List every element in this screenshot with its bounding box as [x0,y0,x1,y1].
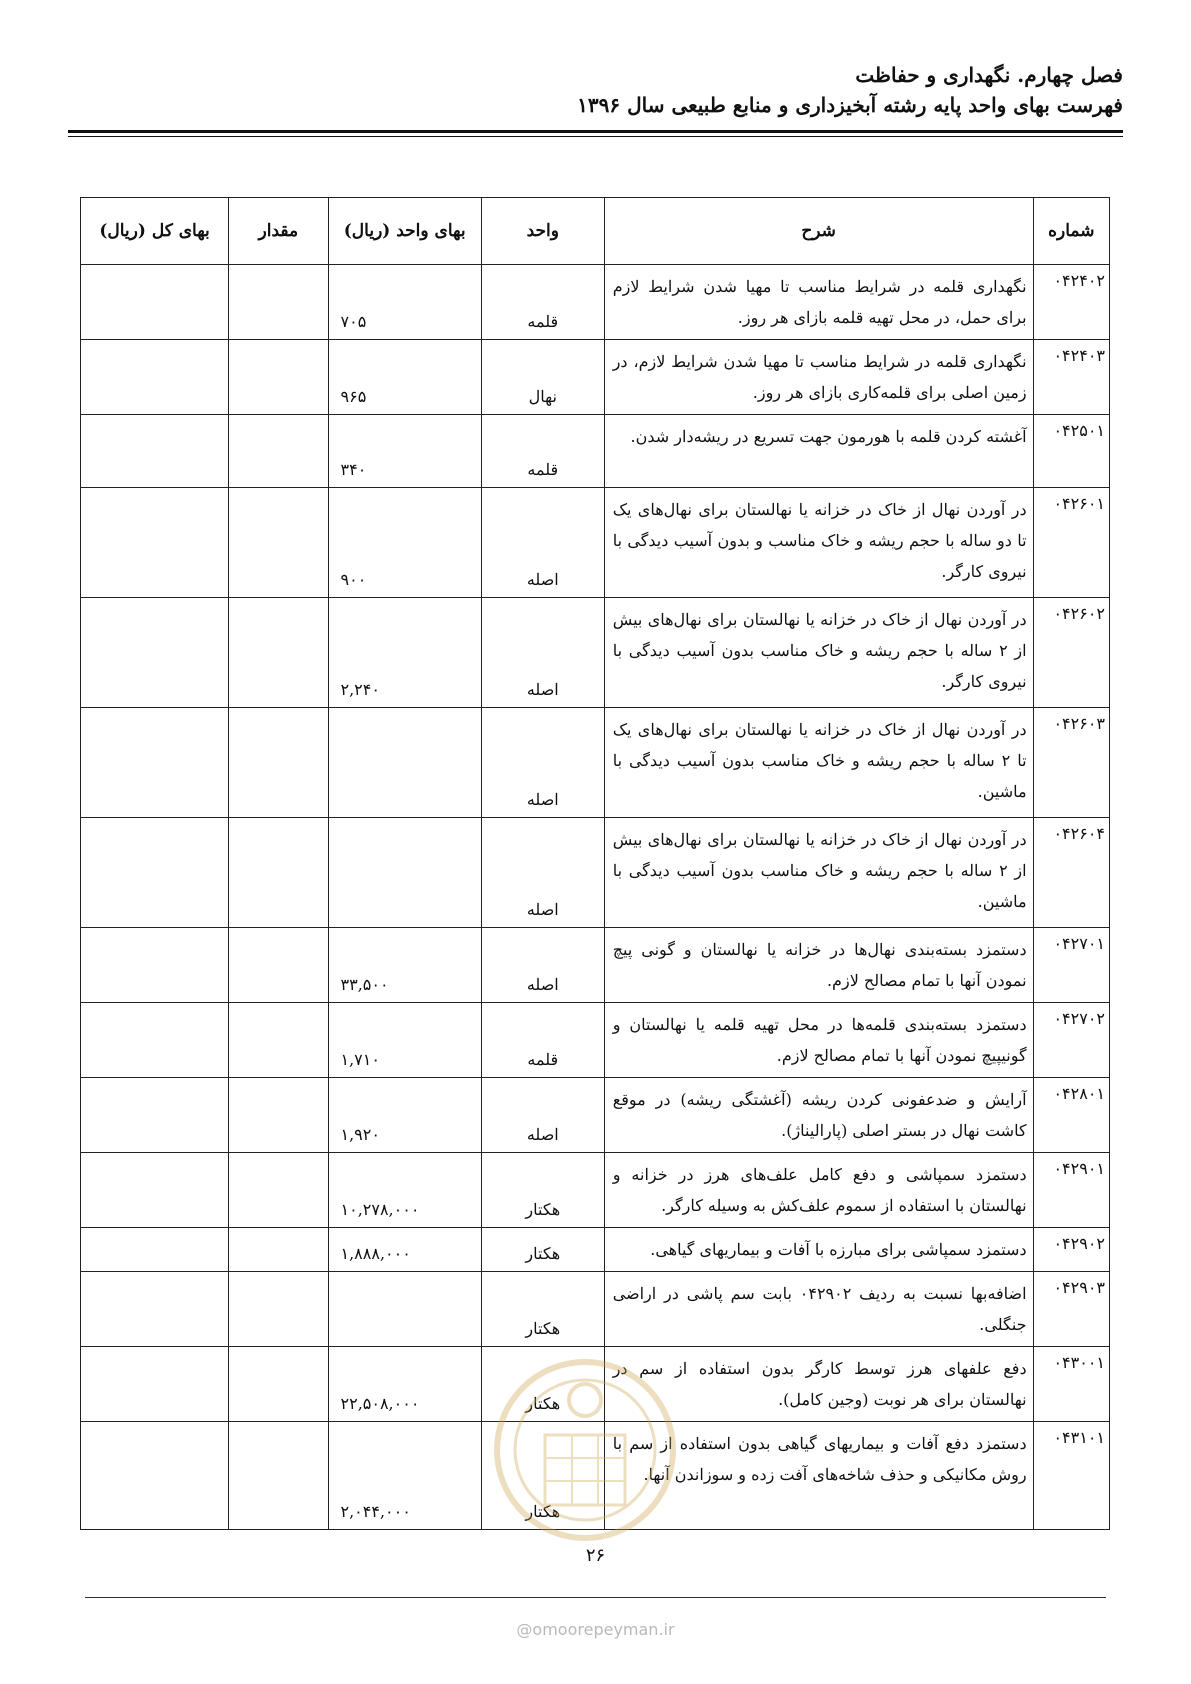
item-unit: هکتار [481,1272,604,1347]
item-unit: قلمه [481,1003,604,1078]
item-description: دستمزد سمپاشی برای مبارزه با آفات و بیماریهای گیاهی. [604,1228,1033,1272]
item-total [81,1228,229,1272]
item-quantity [229,1347,328,1422]
item-unit-price [328,708,481,818]
item-unit: هکتار [481,1228,604,1272]
item-quantity [229,415,328,488]
item-description: اضافه‌بها نسبت به ردیف ۰۴۲۹۰۲ بابت سم پاشی در اراضی جنگلی. [604,1272,1033,1347]
item-unit-price: ۳۴۰ [328,415,481,488]
page-header [68,60,1123,120]
item-unit: نهال [481,340,604,415]
item-description: دستمزد بسته‌بندی نهال‌ها در خزانه یا نهالستان و گونی پیچ نمودن آنها با تمام مصالح لازم. [604,928,1033,1003]
item-unit: قلمه [481,415,604,488]
item-quantity [229,1422,328,1530]
item-number: ۰۴۲۹۰۲ [1033,1228,1109,1272]
item-quantity [229,598,328,708]
table-row [81,1272,1110,1347]
item-total [81,598,229,708]
item-description: دستمزد دفع آفات و بیماریهای گیاهی بدون استفاده از سم با روش مکانیکی و حذف شاخه‌های آفت زده و سوزاندن آنها. [604,1422,1033,1530]
item-unit-price [328,1272,481,1347]
item-number: ۰۴۲۷۰۱ [1033,928,1109,1003]
item-quantity [229,265,328,340]
item-total [81,265,229,340]
item-number: ۰۴۲۶۰۱ [1033,488,1109,598]
table-row [81,415,1110,488]
item-unit-price: ۹۰۰ [328,488,481,598]
item-quantity [229,1153,328,1228]
item-total [81,415,229,488]
item-unit: اصله [481,598,604,708]
item-quantity [229,340,328,415]
item-number: ۰۴۲۴۰۲ [1033,265,1109,340]
item-unit: اصله [481,1078,604,1153]
item-total [81,488,229,598]
item-unit-price: ۳۳,۵۰۰ [328,928,481,1003]
item-description: در آوردن نهال از خاک در خزانه یا نهالستان برای نهال‌های یک تا ۲ ساله با حجم ریشه و خاک مناسب بدون آسیب دیدگی با ماشین. [604,708,1033,818]
site-watermark: @omoorepeyman.ir [516,1620,675,1639]
col-header-total-price: بهای کل (ریال) [81,198,229,265]
table-row [81,1003,1110,1078]
item-description: آرایش و ضدعفونی کردن ریشه (آغشتگی ریشه) در موقع کاشت نهال در بستر اصلی (پارالیناژ). [604,1078,1033,1153]
item-description: دفع علفهای هرز توسط کارگر بدون استفاده از سم در نهالستان برای هر نوبت (وجین کامل). [604,1347,1033,1422]
col-header-unit-price: بهای واحد (ریال) [328,198,481,265]
item-unit: هکتار [481,1422,604,1530]
table-row [81,708,1110,818]
header-rule-thick [68,130,1123,133]
table-row [81,1347,1110,1422]
item-unit: اصله [481,928,604,1003]
item-unit-price: ۱,۹۲۰ [328,1078,481,1153]
item-unit-price [328,818,481,928]
item-number: ۰۴۲۴۰۳ [1033,340,1109,415]
item-number: ۰۴۳۱۰۱ [1033,1422,1109,1530]
item-total [81,818,229,928]
item-unit-price: ۲۲,۵۰۸,۰۰۰ [328,1347,481,1422]
table-row [81,598,1110,708]
table-row [81,1422,1110,1530]
table-row [81,1153,1110,1228]
item-total [81,1078,229,1153]
chapter-title: فصل چهارم. نگهداری و حفاظت [855,63,1123,87]
item-total [81,1003,229,1078]
item-total [81,1272,229,1347]
item-description: در آوردن نهال از خاک در خزانه یا نهالستان برای نهال‌های بیش از ۲ ساله با حجم ریشه و خاک مناسب بدون آسیب دیدگی با ماشین. [604,818,1033,928]
item-unit-price: ۲,۲۴۰ [328,598,481,708]
item-description: در آوردن نهال از خاک در خزانه یا نهالستان برای نهال‌های یک تا دو ساله با حجم ریشه و خاک مناسب و بدون آسیب دیدگی با نیروی کارگر. [604,488,1033,598]
item-unit-price: ۷۰۵ [328,265,481,340]
item-total [81,1422,229,1530]
item-description: نگهداری قلمه در شرایط مناسب تا مهیا شدن شرایط لازم برای حمل، در محل تهیه قلمه بازای هر روز. [604,265,1033,340]
item-number: ۰۴۲۷۰۲ [1033,1003,1109,1078]
col-header-quantity: مقدار [229,198,328,265]
item-unit-price: ۲,۰۴۴,۰۰۰ [328,1422,481,1530]
header-rule-thin [68,136,1123,137]
col-header-unit: واحد [481,198,604,265]
table-row [81,265,1110,340]
item-number: ۰۴۲۶۰۳ [1033,708,1109,818]
item-unit-price: ۹۶۵ [328,340,481,415]
item-description: دستمزد بسته‌بندی قلمه‌ها در محل تهیه قلمه یا نهالستان و گونیپیچ نمودن آنها با تمام مصالح لازم. [604,1003,1033,1078]
item-quantity [229,488,328,598]
item-unit: اصله [481,488,604,598]
table-row [81,488,1110,598]
item-number: ۰۴۲۵۰۱ [1033,415,1109,488]
item-description: در آوردن نهال از خاک در خزانه یا نهالستان برای نهال‌های بیش از ۲ ساله با حجم ریشه و خاک مناسب بدون آسیب دیدگی با نیروی کارگر. [604,598,1033,708]
footer-rule [85,1597,1106,1598]
table-row [81,340,1110,415]
col-header-description: شرح [604,198,1033,265]
table-row [81,928,1110,1003]
item-quantity [229,708,328,818]
item-unit: اصله [481,818,604,928]
item-total [81,928,229,1003]
item-description: دستمزد سمپاشی و دفع کامل علف‌های هرز در خزانه و نهالستان با استفاده از سموم علف‌کش به وسیله کارگر. [604,1153,1033,1228]
table-header-row [81,198,1110,265]
item-unit-price: ۱,۷۱۰ [328,1003,481,1078]
item-unit: هکتار [481,1347,604,1422]
item-number: ۰۴۲۶۰۲ [1033,598,1109,708]
item-description: آغشته کردن قلمه با هورمون جهت تسریع در ریشه‌دار شدن. [604,415,1033,488]
item-number: ۰۴۳۰۰۱ [1033,1347,1109,1422]
item-total [81,708,229,818]
item-number: ۰۴۲۶۰۴ [1033,818,1109,928]
item-description: نگهداری قلمه در شرایط مناسب تا مهیا شدن شرایط لازم، در زمین اصلی برای قلمه‌کاری بازای هر روز. [604,340,1033,415]
col-header-number: شماره [1033,198,1109,265]
item-number: ۰۴۲۹۰۳ [1033,1272,1109,1347]
page-number: ۲۶ [585,1545,606,1566]
item-unit: هکتار [481,1153,604,1228]
item-unit: قلمه [481,265,604,340]
item-total [81,1153,229,1228]
item-quantity [229,1078,328,1153]
item-quantity [229,818,328,928]
item-quantity [229,928,328,1003]
item-number: ۰۴۲۹۰۱ [1033,1153,1109,1228]
item-total [81,1347,229,1422]
table-row [81,818,1110,928]
item-total [81,340,229,415]
table-row [81,1078,1110,1153]
item-number: ۰۴۲۸۰۱ [1033,1078,1109,1153]
item-unit: اصله [481,708,604,818]
item-unit-price: ۱,۸۸۸,۰۰۰ [328,1228,481,1272]
document-title: فهرست بهای واحد پایه رشته آبخیزداری و منابع طبیعی سال ۱۳۹۶ [577,93,1123,117]
item-unit-price: ۱۰,۲۷۸,۰۰۰ [328,1153,481,1228]
item-quantity [229,1272,328,1347]
table-row [81,1228,1110,1272]
item-quantity [229,1003,328,1078]
price-list-table [80,197,1110,1530]
item-quantity [229,1228,328,1272]
